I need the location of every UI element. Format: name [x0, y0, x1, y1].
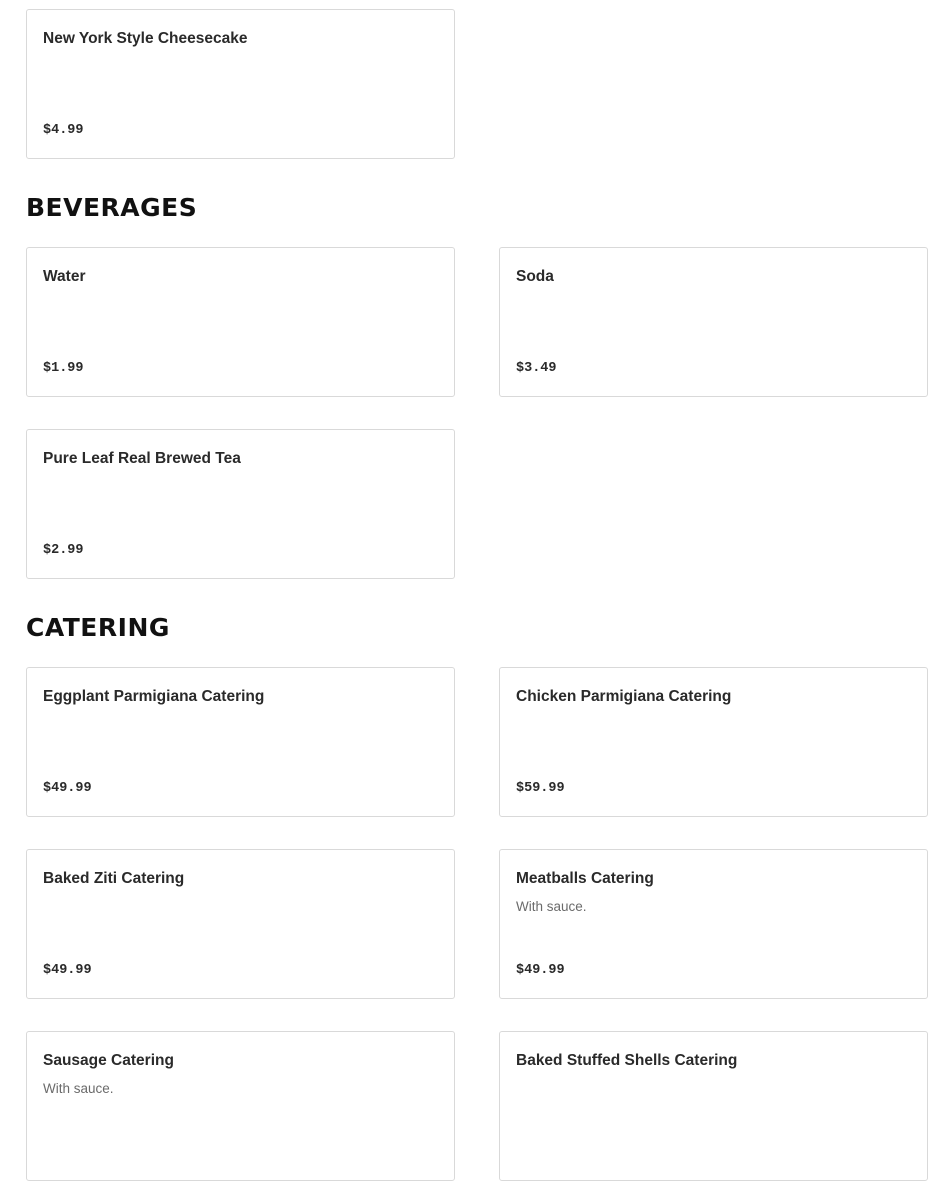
- menu-item-price: $49.99: [516, 963, 565, 978]
- menu-item-price: $3.49: [516, 361, 557, 376]
- menu-item-name: Baked Stuffed Shells Catering: [516, 1052, 738, 1069]
- menu-item-card[interactable]: [26, 429, 455, 579]
- menu-item-name: Eggplant Parmigiana Catering: [43, 688, 265, 705]
- menu-item-card[interactable]: [499, 1031, 928, 1181]
- menu-item-name: Water: [43, 268, 86, 285]
- section-title-beverages: BEVERAGES: [26, 193, 198, 222]
- menu-item-card[interactable]: [499, 849, 928, 999]
- menu-item-price: $4.99: [43, 123, 84, 138]
- menu-item-name: Baked Ziti Catering: [43, 870, 185, 887]
- menu-item-card[interactable]: [499, 247, 928, 397]
- menu-item-price: $1.99: [43, 361, 84, 376]
- menu-item-name: New York Style Cheesecake: [43, 30, 248, 47]
- section-title-catering: CATERING: [26, 613, 170, 642]
- menu-item-card[interactable]: [26, 667, 455, 817]
- menu-item-card[interactable]: [499, 667, 928, 817]
- menu-item-name: Pure Leaf Real Brewed Tea: [43, 450, 241, 467]
- menu-item-price: $49.99: [43, 963, 92, 978]
- menu-item-card[interactable]: [26, 9, 455, 159]
- menu-item-card[interactable]: [26, 849, 455, 999]
- menu-item-name: Soda: [516, 268, 554, 285]
- menu-item-card[interactable]: [26, 1031, 455, 1181]
- menu-item-description: With sauce.: [516, 899, 587, 914]
- menu-item-name: Sausage Catering: [43, 1052, 174, 1069]
- menu-item-description: With sauce.: [43, 1081, 114, 1096]
- menu-item-card[interactable]: [26, 247, 455, 397]
- menu-item-price: $49.99: [43, 781, 92, 796]
- menu-item-name: Chicken Parmigiana Catering: [516, 688, 732, 705]
- menu-item-price: $59.99: [516, 781, 565, 796]
- menu-item-price: $2.99: [43, 543, 84, 558]
- menu-item-name: Meatballs Catering: [516, 870, 654, 887]
